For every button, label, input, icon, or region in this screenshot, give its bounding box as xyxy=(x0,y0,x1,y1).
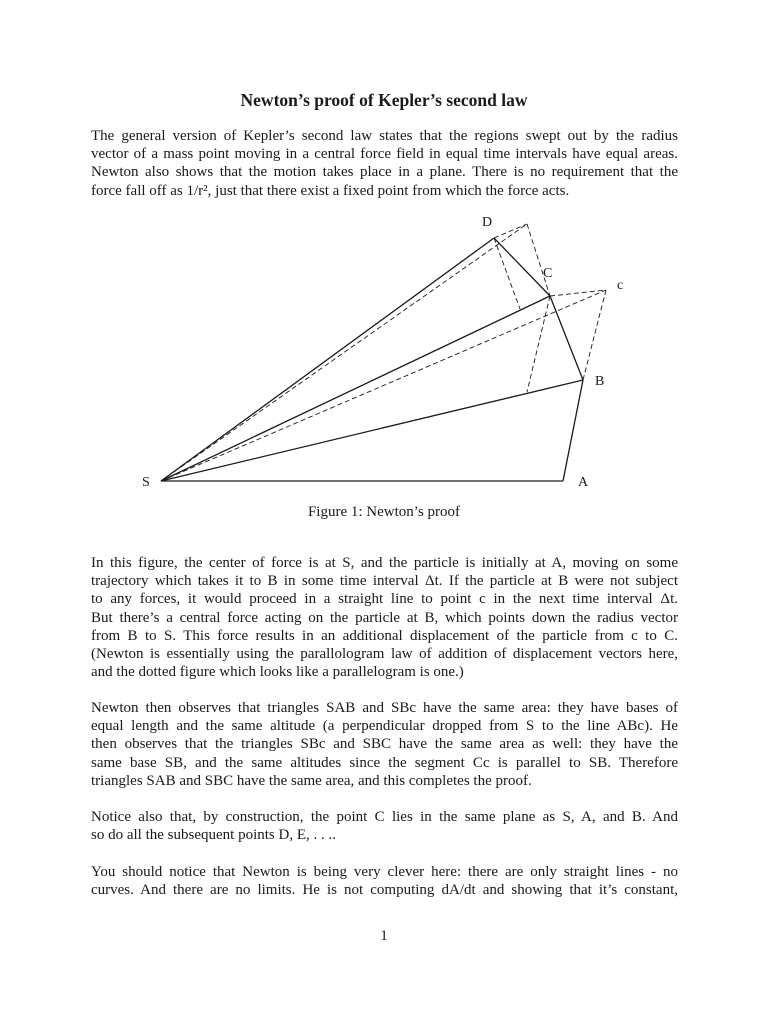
figure-caption: Figure 1: Newton’s proof xyxy=(307,504,461,520)
label-A: A xyxy=(578,475,589,490)
para-line: In this figure, the center of force is at S, and the particle is initially at A, moving on some xyxy=(91,555,678,571)
intro-line: vector of a mass point moving in a central force field in equal time intervals have equal areas. xyxy=(91,146,678,163)
segment-AB xyxy=(563,380,583,481)
intro-line: Newton also shows that the motion takes place in a plane. There is no requirement that the xyxy=(91,164,678,181)
para-line: to any forces, it would proceed in a straight line to point c in the next time interval Δt. xyxy=(91,591,678,608)
para-line: Newton then observes that triangles SAB and SBc have the same area: they have bases of xyxy=(91,700,678,716)
label-c: c xyxy=(617,278,624,293)
dashed-lines xyxy=(161,224,606,481)
dashed-D-parallel xyxy=(494,238,520,309)
para-line: triangles SAB and SBC have the same area, and this completes the proof. xyxy=(91,772,532,789)
intro-line: The general version of Kepler’s second law states that the regions swept out by the radius xyxy=(91,128,678,144)
segment-SC xyxy=(161,296,550,481)
para-line: equal length and the same altitude (a perpendicular dropped from S to the line ABc). He xyxy=(91,718,678,735)
para-line: same base SB, and the same altitudes since the segment Cc is parallel to SB. Therefore xyxy=(91,754,678,771)
solid-lines xyxy=(161,238,583,481)
triangle-area-paragraph xyxy=(91,699,678,790)
para-line: trajectory which takes it to B in some time interval Δt. If the particle at B were not subject xyxy=(91,573,678,590)
explanation-paragraph xyxy=(91,554,678,681)
segment-BC xyxy=(550,296,583,380)
para-line: and the dotted figure which looks like a parallelogram is one.) xyxy=(91,664,464,681)
dashed-Bc xyxy=(583,290,606,380)
para-line: so do all the subsequent points D, E, . . .. xyxy=(91,827,336,844)
para-line: But there’s a central force acting on the particle at B, which points down the radius vector xyxy=(91,609,678,626)
dashed-Sd xyxy=(161,224,527,481)
para-line: from B to S. This force results in an additional displacement of the particle from c to C. xyxy=(91,627,678,644)
segment-CD xyxy=(494,238,553,296)
para-line: then observes that the triangles SBc and SBC have the same area as well: they have the xyxy=(91,736,678,753)
paper-title: Newton’s proof of Kepler’s second law xyxy=(240,90,528,110)
segment-SB xyxy=(161,380,583,481)
label-C: C xyxy=(543,266,553,281)
page-number: 1 xyxy=(380,928,388,944)
dashed-force-parallel xyxy=(527,296,550,392)
dashed-Cd xyxy=(527,224,553,296)
newton-proof-figure xyxy=(0,0,768,500)
label-S: S xyxy=(142,475,150,490)
label-D: D xyxy=(482,215,493,230)
dashed-Cc xyxy=(550,290,606,296)
para-line: You should notice that Newton is being very clever here: there are only straight lines - no xyxy=(91,864,678,880)
para-line: curves. And there are no limits. He is not computing dA/dt and showing that it’s constant, xyxy=(91,882,678,899)
plane-paragraph xyxy=(91,808,678,844)
label-B: B xyxy=(595,374,605,389)
para-line: (Newton is essentially using the parallologram law of addition of displacement vectors here, xyxy=(91,646,678,663)
intro-line: force fall off as 1/r², just that there exist a fixed point from which the force acts. xyxy=(91,182,570,199)
clever-paragraph xyxy=(91,863,678,899)
para-line: Notice also that, by construction, the point C lies in the same plane as S, A, and B. And xyxy=(91,809,678,825)
